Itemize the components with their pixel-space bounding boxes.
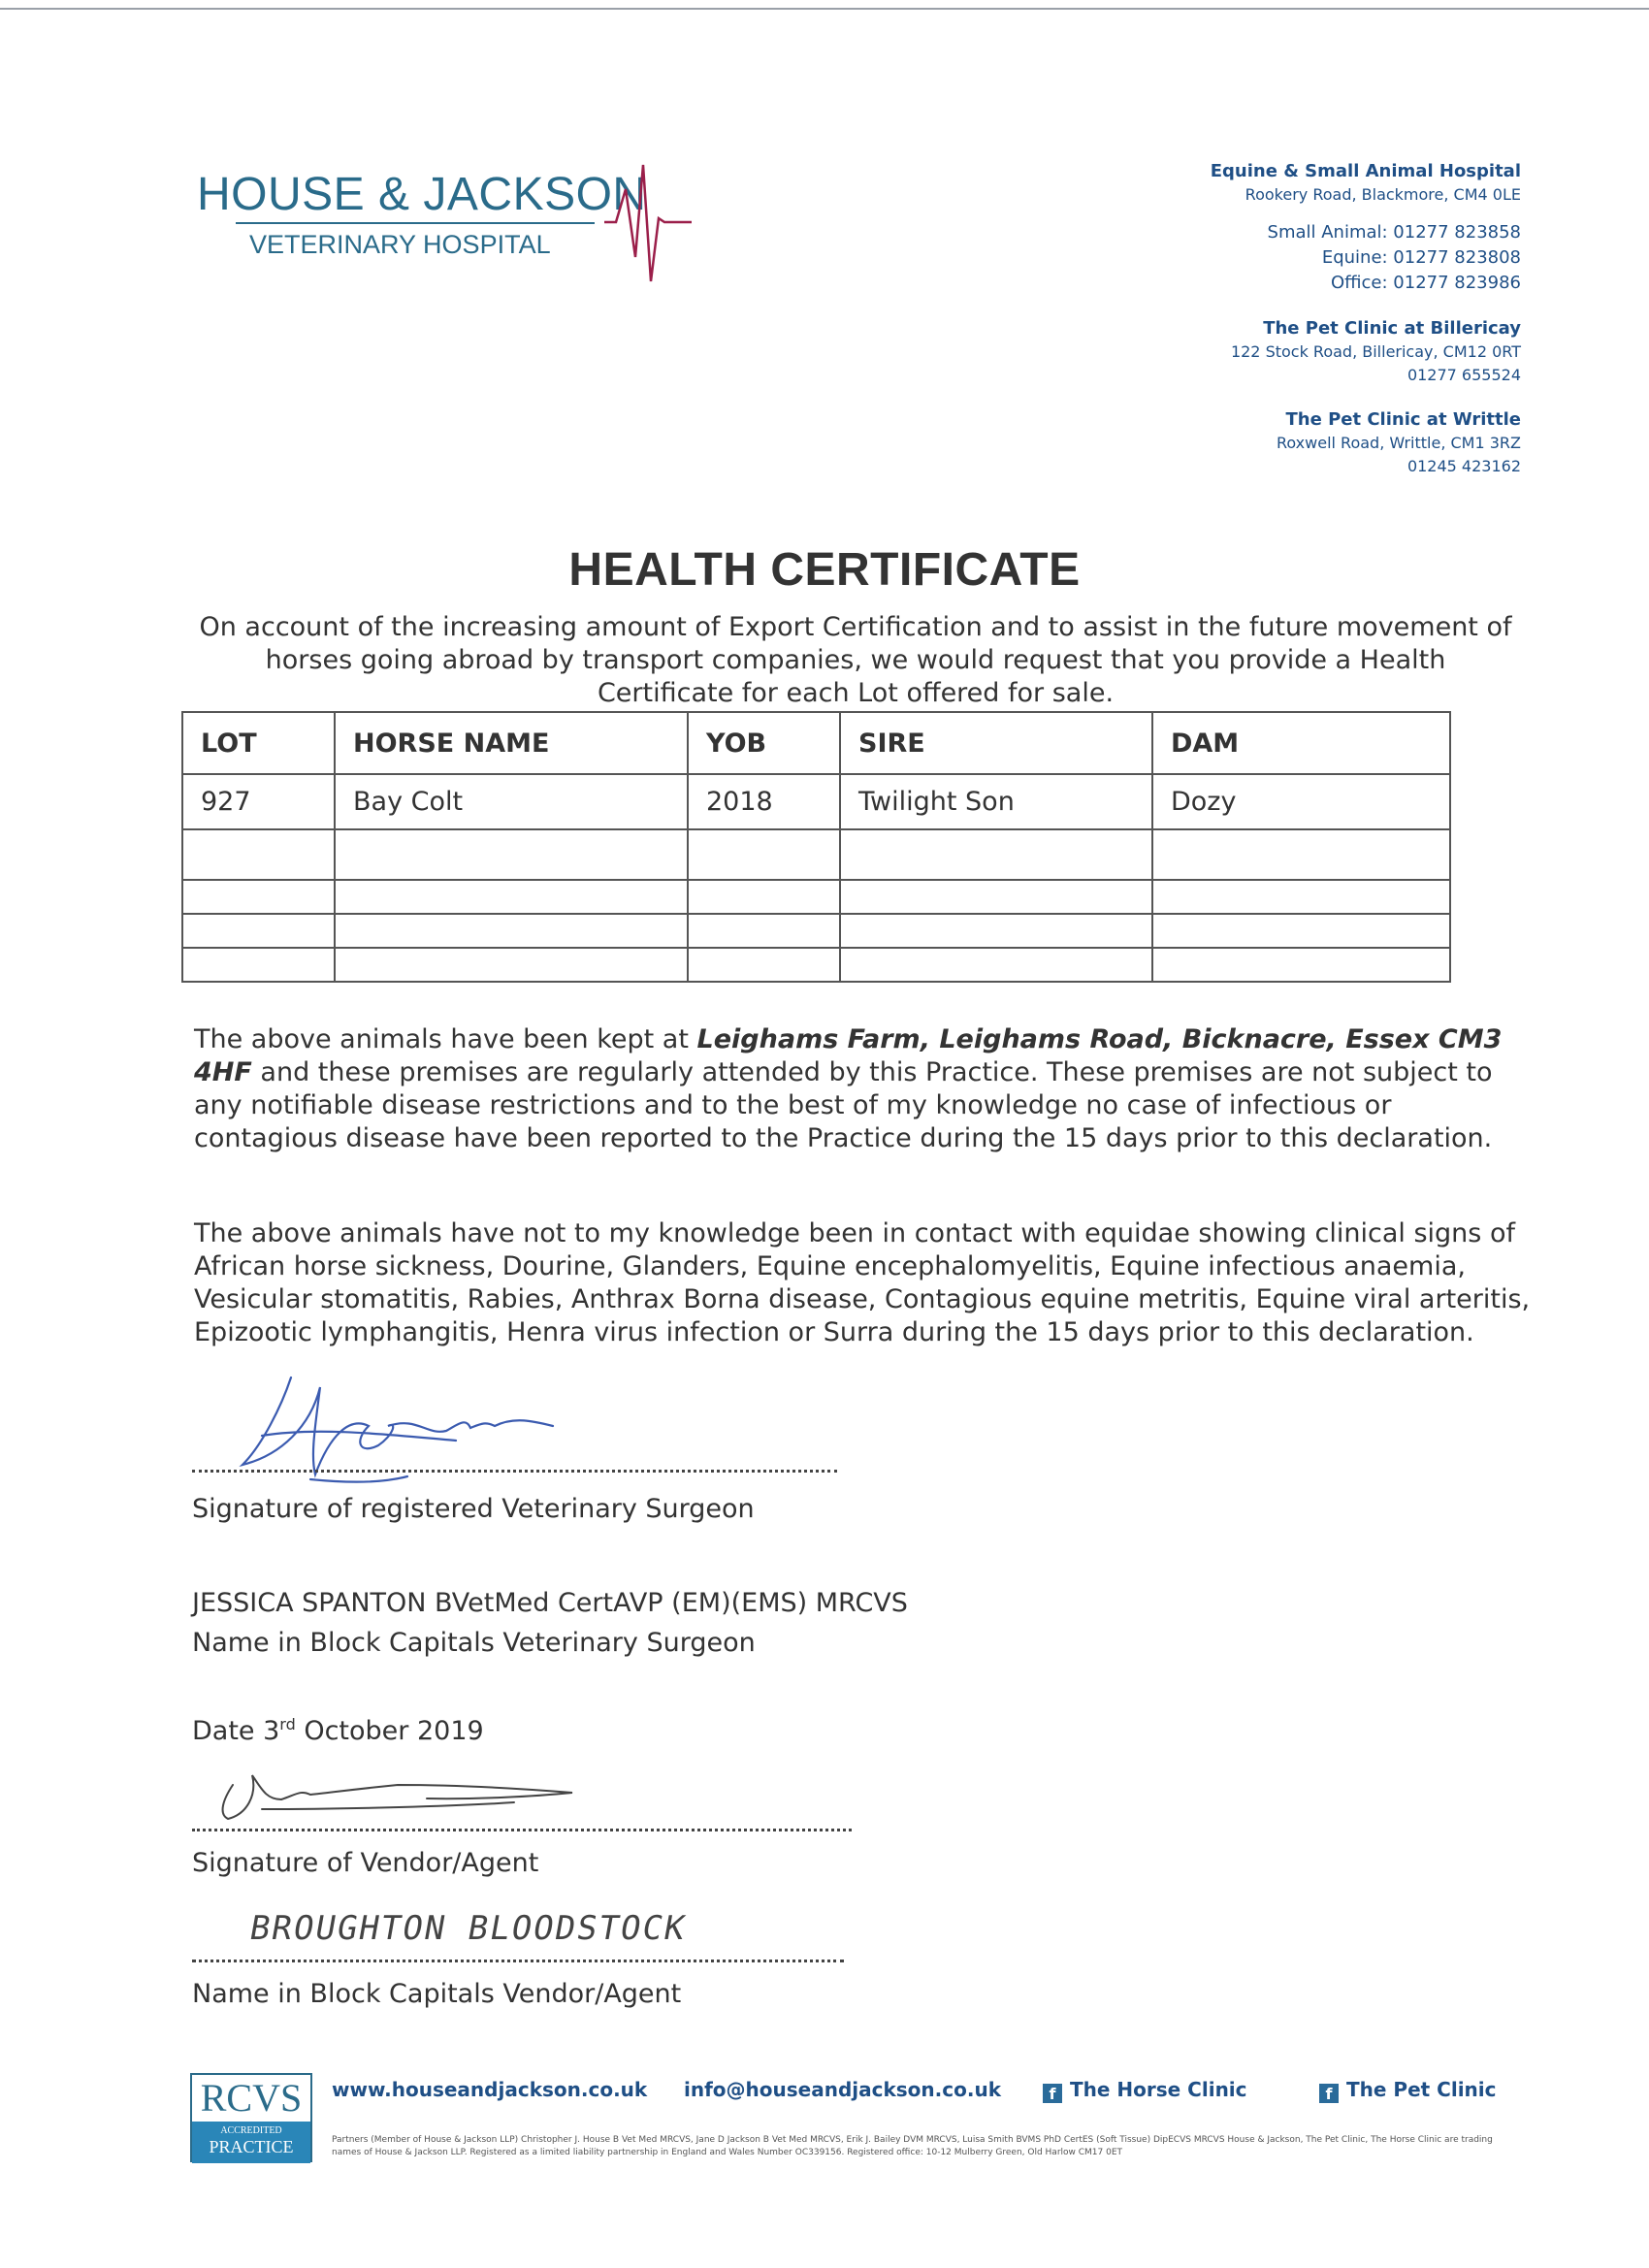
premises-prefix: The above animals have been kept at [194, 1024, 697, 1054]
vet-signature [223, 1368, 630, 1494]
rcvs-accredited-text: ACCREDITED [220, 2125, 282, 2136]
vendor-name-handwritten: BROUGHTON BLOODSTOCK [246, 1909, 690, 1948]
vet-name-label: Name in Block Capitals Veterinary Surgeon [192, 1628, 756, 1658]
logo-rule [236, 222, 595, 224]
email-link[interactable]: info@houseandjackson.co.uk [684, 2078, 1001, 2101]
vendor-signature [204, 1756, 728, 1833]
vendor-signature-line [192, 1829, 852, 1831]
horse-clinic-label: The Horse Clinic [1070, 2078, 1247, 2101]
date-rest: October 2019 [295, 1716, 484, 1746]
cell-yob: 2018 [688, 774, 840, 829]
logo-name: HOUSE & JACKSON [197, 169, 647, 220]
disease-declaration: The above animals have not to my knowledge been in contact with equidae showing clinical signs of African horse sickness, Dourine, Glanders, Equine encephalomyelitis, Equine infectious anaemia, Vesicular stomatitis, Rabies, Anthrax Borna disease, Contagious equine metritis, Equine viral arteritis, Epizootic lymphangitis, Henra virus infection or Surra during the 15 days prior to this declaration. [194, 1218, 1531, 1347]
lots-table [181, 711, 1451, 983]
premises-declaration [194, 1023, 1542, 1155]
rcvs-practice-band [192, 2122, 310, 2163]
writtle-phone: 01245 423162 [1406, 457, 1521, 475]
vet-signature-label: Signature of registered Veterinary Surgeon [192, 1494, 755, 1524]
date-suffix: rd [279, 1715, 296, 1733]
vet-signature-line [192, 1470, 837, 1473]
equine-phone: Equine: 01277 823808 [1321, 247, 1521, 268]
legal-fine-print: Partners (Member of House & Jackson LLP) Christopher J. House B Vet Med MRCVS, Jane D Jackson B Vet Med MRCVS, Erik J. Bailey DVM MRCVS, Luisa Smith BVMS PhD CertES (Soft Tissue) DipECVS MRCVS House & Jackson, The Pet Clinic, The Horse Clinic are trading names of House & Jackson LLP. Registered as a limited liability partnership in England and Wales Number OC339156. Registered office: 10-12 Mulberry Green, Old Harlow CM17 0ET [332, 2135, 1493, 2157]
empty-row [182, 948, 1450, 982]
vet-name: JESSICA SPANTON BVetMed CertAVP (EM)(EMS) MRCVS [192, 1588, 908, 1618]
intro-text: On account of the increasing amount of Export Certification and to assist in the future movement of horses going abroad by transport companies, we would request that you provide a Health Certificate for each Lot offered for sale. [199, 612, 1512, 708]
premises-address: Leighams Farm, Leighams Road, Bicknacre, Essex CM3 4HF [194, 1024, 1503, 1087]
office-phone: Office: 01277 823986 [1330, 273, 1521, 293]
cell-sire: Twilight Son [840, 774, 1152, 829]
rcvs-accredited-badge [190, 2073, 312, 2162]
cell-lot: 927 [182, 774, 335, 829]
hospital-address: Rookery Road, Blackmore, CM4 0LE [1245, 185, 1521, 204]
certificate-date [192, 1715, 484, 1746]
scan-edge-line [0, 8, 1649, 10]
vendor-name-line [192, 1960, 844, 1962]
website-link[interactable]: www.houseandjackson.co.uk [332, 2078, 648, 2101]
vendor-name-label: Name in Block Capitals Vendor/Agent [192, 1979, 682, 2009]
cell-horse-name: Bay Colt [335, 774, 688, 829]
billericay-clinic-name: The Pet Clinic at Billericay [1263, 318, 1521, 339]
writtle-clinic-name: The Pet Clinic at Writtle [1285, 409, 1521, 430]
billericay-address: 122 Stock Road, Billericay, CM12 0RT [1230, 342, 1521, 361]
hospital-name: Equine & Small Animal Hospital [1210, 161, 1521, 181]
facebook-icon: f [1043, 2084, 1062, 2103]
horse-clinic-link[interactable] [1043, 2078, 1247, 2103]
empty-row [182, 914, 1450, 948]
rcvs-practice-text: PRACTICE [209, 2137, 294, 2156]
pet-clinic-label: The Pet Clinic [1346, 2078, 1497, 2101]
header-dam: DAM [1152, 712, 1450, 774]
table-row [182, 774, 1450, 829]
empty-row [182, 829, 1450, 880]
rcvs-letters: RCVS [192, 2075, 310, 2122]
header-sire: SIRE [840, 712, 1152, 774]
cell-dam: Dozy [1152, 774, 1450, 829]
premises-suffix: and these premises are regularly attended by this Practice. These premises are not subject to any notifiable disease restrictions and to the best of my knowledge no case of infectious or contagious disease have been reported to the Practice during the 15 days prior to this declaration. [194, 1057, 1493, 1153]
heartbeat-icon [604, 160, 701, 286]
table-header-row [182, 712, 1450, 774]
header-horse-name: HORSE NAME [335, 712, 688, 774]
pet-clinic-link[interactable] [1319, 2078, 1497, 2103]
small-animal-phone: Small Animal: 01277 823858 [1267, 222, 1521, 243]
writtle-address: Roxwell Road, Writtle, CM1 3RZ [1276, 434, 1521, 452]
empty-row [182, 880, 1450, 914]
logo-subtitle: VETERINARY HOSPITAL [249, 230, 551, 259]
facebook-icon: f [1319, 2084, 1339, 2103]
page-title: HEALTH CERTIFICATE [568, 544, 1081, 596]
date-prefix: Date 3 [192, 1716, 280, 1746]
contact-block [1017, 160, 1521, 478]
billericay-phone: 01277 655524 [1406, 366, 1521, 384]
vendor-signature-label: Signature of Vendor/Agent [192, 1848, 539, 1878]
practice-logo [197, 160, 701, 286]
header-lot: LOT [182, 712, 335, 774]
header-yob: YOB [688, 712, 840, 774]
